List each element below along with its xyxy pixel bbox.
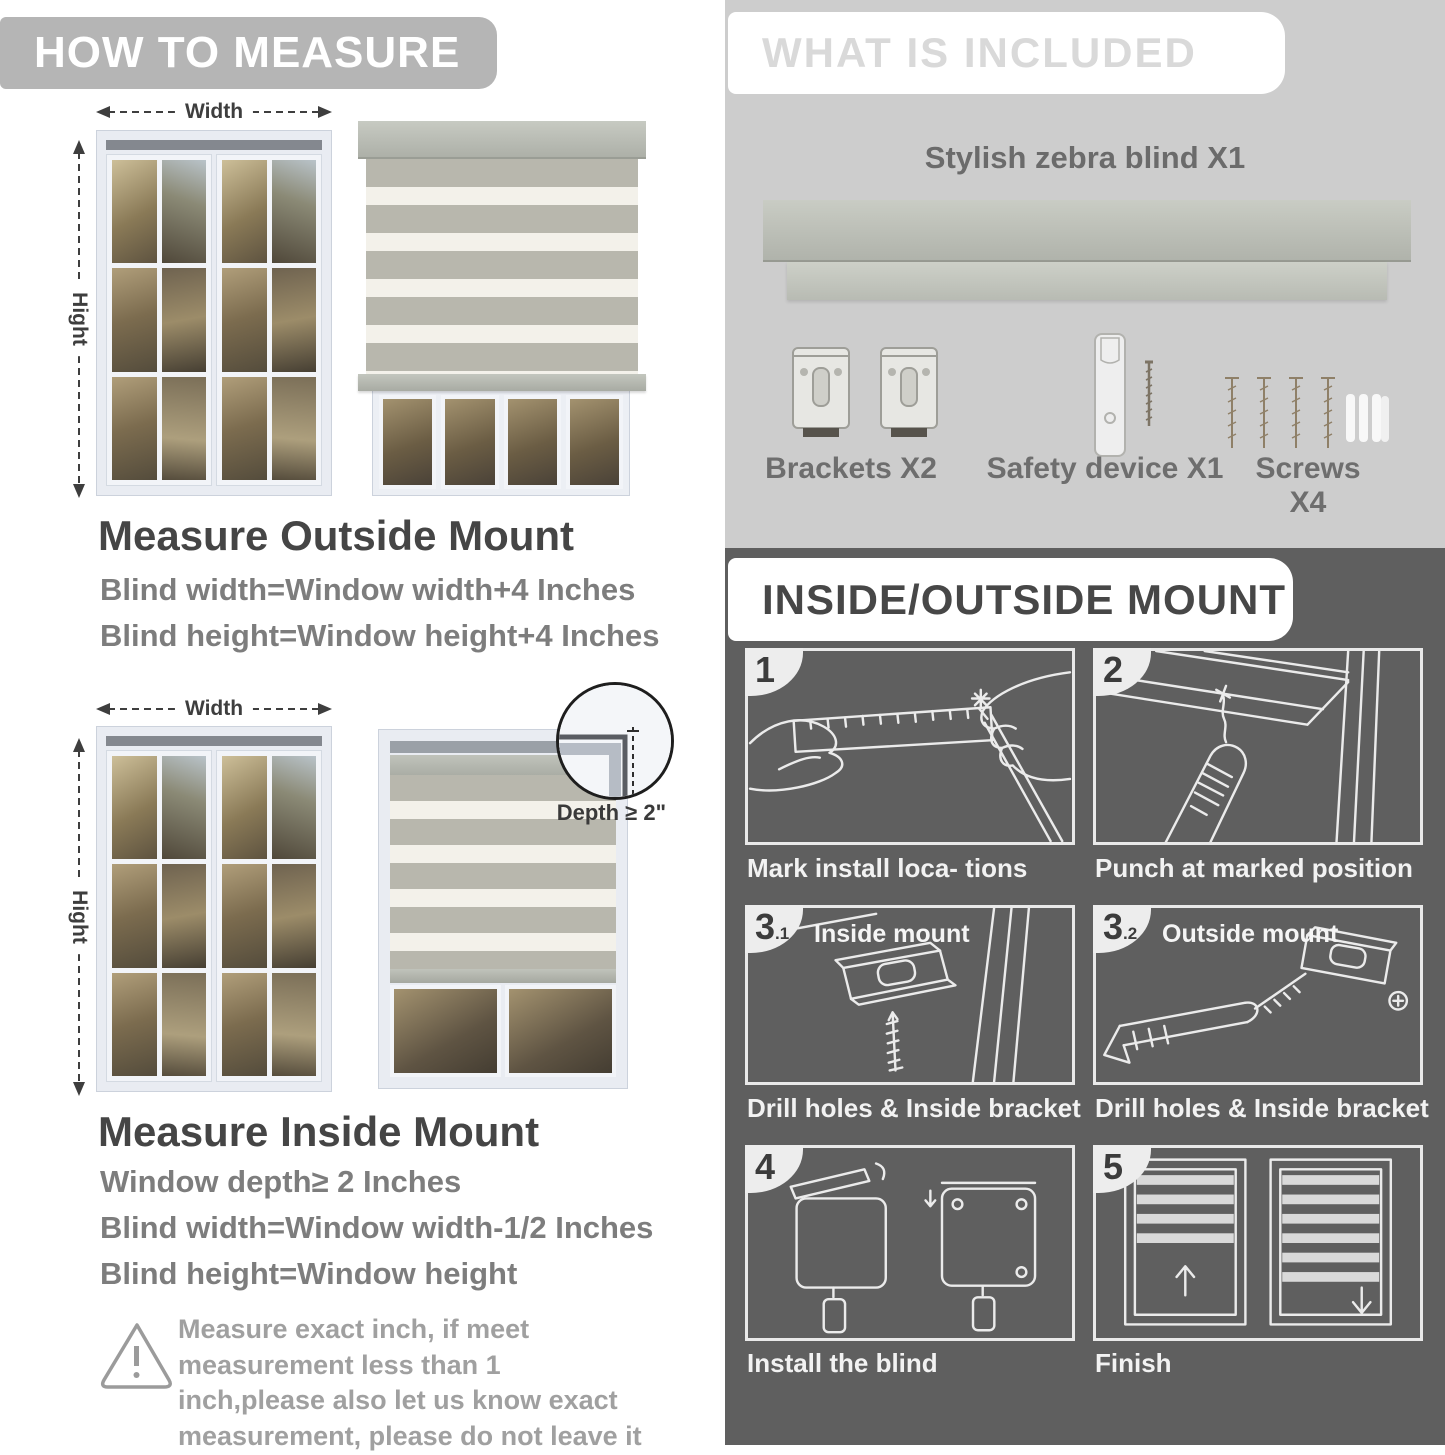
step-panel-5 (1093, 1145, 1423, 1341)
step-badge: 3.1 (745, 905, 803, 953)
step-badge: 1 (745, 648, 803, 696)
window-door (106, 154, 212, 486)
window-sliver (372, 388, 630, 496)
what-is-included-section (725, 0, 1445, 548)
step-title: Inside mount (814, 920, 970, 948)
step-badge: 3.2 (1093, 905, 1151, 953)
width-arrow-inside (96, 697, 332, 720)
step-panel-3-1 (745, 905, 1075, 1085)
stylish-zebra-blind-label: Stylish zebra blind X1 (924, 140, 1246, 175)
outside-formula-width: Blind width=Window width+4 Inches (100, 572, 636, 607)
inside-formula-width: Blind width=Window width-1/2 Inches (100, 1210, 654, 1245)
window-door (216, 750, 322, 1082)
step-caption-3-1: Drill holes & Inside bracket (747, 1093, 1081, 1123)
zebra-blind-headrail-image (763, 200, 1411, 262)
depth-magnifier-icon (556, 682, 674, 800)
anchor-icon (1346, 394, 1389, 442)
step-panel-2 (1093, 648, 1423, 845)
height-label: Hight (67, 282, 91, 356)
step-caption-4: Install the blind (747, 1348, 938, 1378)
blind-fabric (366, 159, 638, 374)
safety-device-icon (1055, 330, 1175, 464)
width-label: Width (175, 100, 253, 124)
step-caption-5: Finish (1095, 1348, 1172, 1378)
zebra-blind-bottomrail-image (787, 262, 1387, 300)
zebra-blind-outside-photo (358, 121, 646, 391)
step-badge: 4 (745, 1145, 803, 1193)
how-to-measure-section (0, 0, 700, 1451)
window-roller (106, 140, 322, 150)
width-arrow-outside (96, 100, 332, 123)
height-arrow-inside (68, 738, 91, 1096)
install-blind-illustration (748, 1148, 1072, 1338)
step-panel-1 (745, 648, 1075, 845)
step-caption-3-2: Drill holes & Inside bracket (1095, 1093, 1429, 1123)
finish-illustration (1096, 1148, 1420, 1338)
section-header-mount: INSIDE/OUTSIDE MOUNT (728, 558, 1293, 641)
inside-formula-depth: Window depth≥ 2 Inches (100, 1164, 462, 1199)
step-caption-1: Mark install loca- tions (747, 853, 1028, 883)
step-panel-4 (745, 1145, 1075, 1341)
step-caption-2: Punch at marked position (1095, 853, 1413, 883)
safety-device-label: Safety device X1 (986, 452, 1224, 485)
window-roller (106, 736, 322, 746)
step-title: Outside mount (1162, 920, 1339, 948)
section-header-how-to-measure: HOW TO MEASURE (0, 17, 497, 89)
blind-headrail (358, 121, 646, 159)
window-photo-outside (96, 130, 332, 496)
step-badge: 2 (1093, 648, 1151, 696)
window-door (106, 750, 212, 1082)
inside-outside-mount-section (725, 548, 1445, 1445)
exclamation-triangle-icon (96, 1316, 176, 1392)
step-badge: 5 (1093, 1145, 1151, 1193)
height-arrow-outside (68, 140, 91, 498)
blind-bottomrail (358, 374, 646, 391)
drill-illustration (1096, 651, 1420, 842)
screw-icon (1220, 372, 1390, 460)
inside-formula-height: Blind height=Window height (100, 1256, 518, 1291)
measure-warning-text: Measure exact inch, if meet measurement less than 1 inch,please also let us know exact measurement, please do not leave it (178, 1314, 642, 1451)
outside-formula-height: Blind height=Window height+4 Inches (100, 618, 660, 653)
window-door (216, 154, 322, 486)
screws-label: Screws X4 (1255, 452, 1361, 519)
step-panel-3-2 (1093, 905, 1423, 1085)
brackets-label: Brackets X2 (765, 452, 937, 485)
depth-label: Depth ≥ 2" (556, 800, 666, 825)
window-photo-inside (96, 726, 332, 1092)
section-header-what-is-included: WHAT IS INCLUDED (728, 12, 1285, 94)
blind-bottomrail (390, 969, 616, 983)
width-label: Width (175, 697, 253, 721)
height-label: Hight (67, 880, 91, 954)
mark-location-illustration (748, 651, 1072, 842)
bracket-icon (787, 340, 943, 452)
outside-mount-title: Measure Outside Mount (98, 512, 575, 559)
inside-mount-title: Measure Inside Mount (98, 1108, 540, 1155)
